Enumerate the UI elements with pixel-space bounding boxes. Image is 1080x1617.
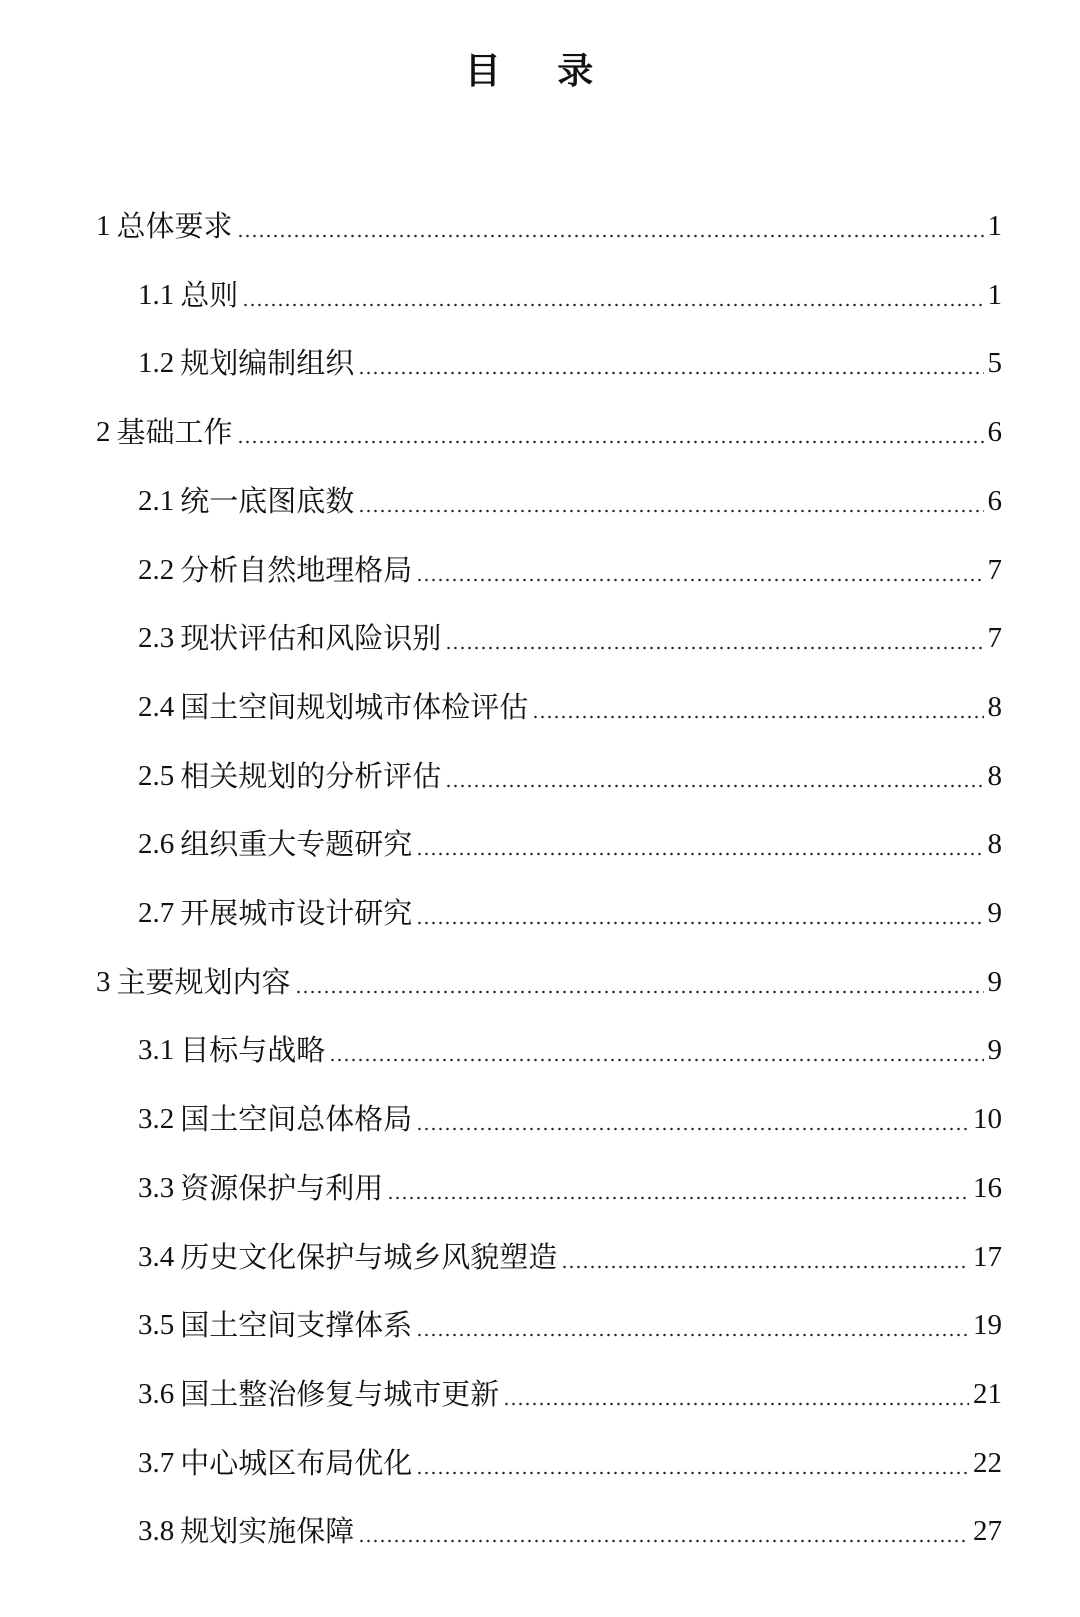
toc-entry-number: 2.1 [138, 484, 175, 517]
toc-entry-page-number: 22 [973, 1446, 1002, 1479]
toc-entry-page-number: 7 [987, 622, 1002, 655]
toc-entry[interactable] [138, 681, 1002, 733]
dot-leader [329, 1056, 983, 1064]
toc-entry-title: 国土空间总体格局 [180, 1102, 413, 1137]
toc-entry-page-number: 6 [987, 416, 1002, 449]
toc-entry[interactable] [96, 200, 1002, 252]
toc-entry[interactable] [138, 818, 1002, 870]
toc-entry-title: 现状评估和风险识别 [180, 621, 442, 656]
toc-entry[interactable] [138, 1505, 1002, 1557]
toc-entry[interactable] [138, 1299, 1002, 1351]
toc-entry-title: 相关规划的分析评估 [180, 758, 442, 793]
toc-entry-page-number: 1 [987, 278, 1002, 311]
dot-leader [416, 850, 983, 858]
dot-leader [503, 1400, 969, 1408]
toc-entry[interactable] [96, 406, 1002, 458]
dot-leader [416, 919, 983, 927]
toc-entry-title: 规划实施保障 [180, 1514, 355, 1549]
dot-leader [416, 1331, 969, 1339]
toc-entry-title: 国土空间支撑体系 [180, 1308, 413, 1343]
dot-leader [358, 369, 983, 377]
toc-entry-page-number: 21 [973, 1377, 1002, 1410]
toc-entry-page-number: 7 [987, 553, 1002, 586]
toc-entry-title: 基础工作 [116, 415, 233, 450]
dot-leader [445, 644, 983, 652]
dot-leader [358, 507, 983, 515]
toc-entry-number: 2.4 [138, 690, 175, 723]
toc-entry-number: 3.1 [138, 1034, 175, 1067]
dot-leader [416, 1125, 969, 1133]
toc-entry[interactable] [138, 1093, 1002, 1145]
toc-entry-number: 1 [96, 210, 111, 242]
dot-leader [358, 1537, 969, 1545]
toc-entry-title: 资源保护与利用 [180, 1170, 384, 1205]
toc-entry-page-number: 6 [987, 484, 1002, 517]
dot-leader [242, 301, 983, 309]
page-title: 目 录 [464, 51, 616, 92]
dot-leader [416, 576, 983, 584]
toc-entry-title: 国土整治修复与城市更新 [180, 1376, 500, 1411]
toc-entry-title: 组织重大专题研究 [180, 827, 413, 862]
toc-entry-page-number: 27 [973, 1515, 1002, 1548]
toc-entry-number: 3.7 [138, 1446, 175, 1479]
dot-leader [387, 1194, 969, 1202]
toc-entry-page-number: 8 [987, 759, 1002, 792]
toc-entry-number: 2.5 [138, 759, 175, 792]
toc-entry-page-number: 19 [973, 1309, 1002, 1342]
toc-entry[interactable] [138, 1231, 1002, 1283]
toc-entry-title: 国土空间规划城市体检评估 [180, 689, 529, 724]
dot-leader [237, 438, 984, 446]
dot-leader [237, 232, 984, 240]
toc-entry-title: 统一底图底数 [180, 483, 355, 518]
toc-entry-title: 分析自然地理格局 [180, 552, 413, 587]
toc-entry-title: 总则 [180, 277, 239, 312]
toc-entry[interactable] [138, 475, 1002, 527]
dot-leader [532, 713, 983, 721]
toc-entry-title: 开展城市设计研究 [180, 896, 413, 930]
toc-entry[interactable] [138, 612, 1002, 664]
dot-leader [445, 782, 983, 790]
toc-entry[interactable] [138, 544, 1002, 596]
toc-entry-number: 2.6 [138, 828, 175, 861]
dot-leader [295, 988, 984, 996]
toc-entry-page-number: 9 [987, 897, 1002, 929]
toc-entry-number: 2 [96, 416, 111, 449]
toc-entry-number: 3.4 [138, 1240, 175, 1273]
toc-entry-page-number: 10 [973, 1103, 1002, 1136]
toc-entry[interactable] [138, 269, 1002, 321]
dot-leader [416, 1469, 969, 1477]
toc-entry-number: 3 [96, 965, 111, 998]
toc-entry-title: 历史文化保护与城乡风貌塑造 [180, 1239, 558, 1274]
toc-entry[interactable] [96, 956, 1002, 1008]
toc-entry-number: 3.3 [138, 1171, 175, 1204]
toc-entry[interactable] [138, 1437, 1002, 1489]
toc-entry-page-number: 17 [973, 1240, 1002, 1273]
toc-entry[interactable] [138, 1024, 1002, 1076]
toc-entry-title: 目标与战略 [180, 1033, 326, 1068]
toc-entry[interactable] [138, 750, 1002, 802]
toc-entry-page-number: 1 [987, 210, 1002, 242]
toc-entry-title: 总体要求 [116, 209, 233, 243]
toc-entry-number: 1.1 [138, 278, 175, 311]
toc-entry-number: 1.2 [138, 347, 175, 380]
toc-entry-number: 2.2 [138, 553, 175, 586]
toc-entry-number: 3.6 [138, 1377, 175, 1410]
toc-entry[interactable] [138, 1162, 1002, 1214]
toc-entry-page-number: 9 [987, 965, 1002, 998]
toc-entry[interactable] [138, 1368, 1002, 1420]
toc-entry-page-number: 5 [987, 347, 1002, 380]
toc-entry-number: 2.7 [138, 897, 175, 929]
toc-entry[interactable] [138, 337, 1002, 389]
toc-entry-page-number: 16 [973, 1171, 1002, 1204]
toc-entry-number: 2.3 [138, 622, 175, 655]
toc-entry-page-number: 8 [987, 690, 1002, 723]
toc-entry[interactable] [138, 887, 1002, 939]
toc-entry-title: 主要规划内容 [116, 964, 291, 999]
toc-entry-number: 3.2 [138, 1103, 175, 1136]
toc-entry-title: 中心城区布局优化 [180, 1445, 413, 1480]
dot-leader [561, 1263, 969, 1271]
toc-entry-page-number: 8 [987, 828, 1002, 861]
toc-entry-title: 规划编制组织 [180, 346, 355, 381]
toc-entry-number: 3.8 [138, 1515, 175, 1548]
toc-entry-number: 3.5 [138, 1309, 175, 1342]
toc-entry-page-number: 9 [987, 1034, 1002, 1067]
